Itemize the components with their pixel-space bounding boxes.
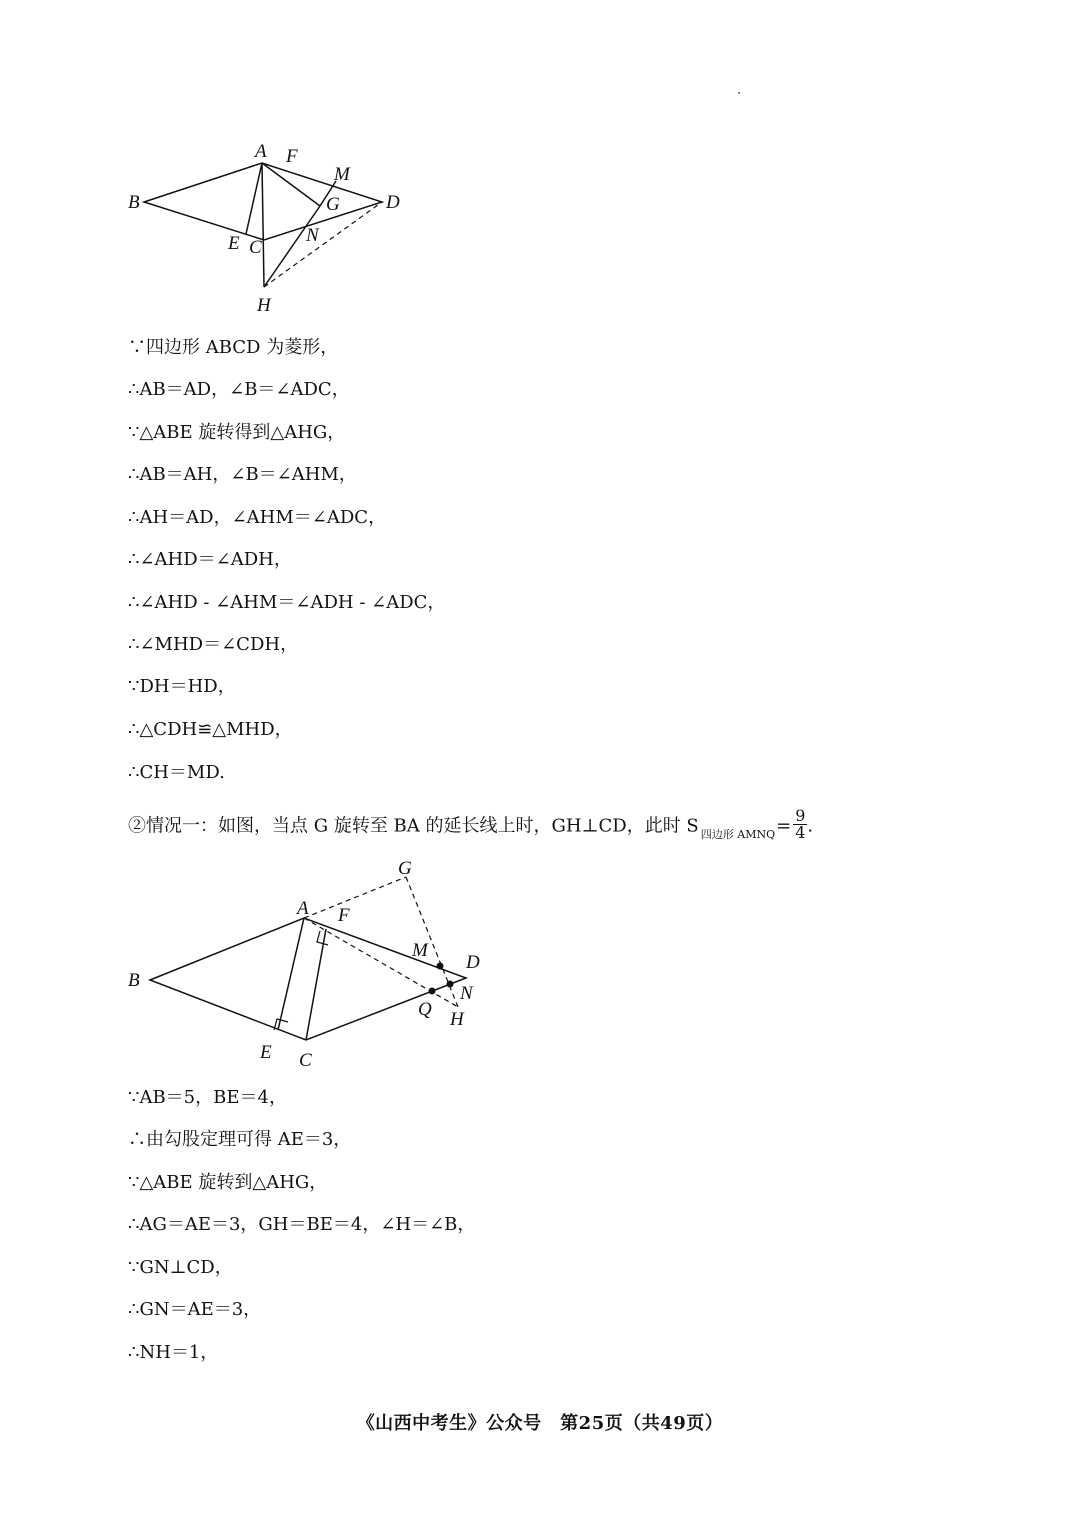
segment-ag (262, 163, 320, 206)
fraction-numerator: 9 (795, 806, 806, 825)
segment-hn (264, 206, 320, 287)
proof1-line: ∵四边形 ABCD 为菱形， (128, 337, 339, 358)
segment-ae (278, 918, 304, 1030)
dashed-hd (264, 202, 382, 287)
dashed-ah (304, 918, 458, 1007)
scan-speck (738, 92, 740, 94)
proof2-line: ∴由勾股定理可得 AE＝3， (128, 1129, 352, 1150)
label-b: B (128, 970, 140, 991)
label-h: H (257, 295, 271, 316)
label-d: D (466, 952, 480, 973)
segment-ae (246, 163, 262, 234)
label-g: G (326, 194, 340, 215)
figure-1 (120, 135, 420, 325)
label-m: M (412, 940, 428, 961)
label-a: A (297, 898, 309, 919)
case2-equals: = (776, 815, 792, 837)
label-e: E (228, 233, 240, 254)
point-n (447, 981, 454, 988)
label-m: M (334, 164, 350, 185)
label-e: E (260, 1042, 272, 1063)
proof1-line: ∴∠AHD - ∠AHM＝∠ADH - ∠ADC， (128, 592, 446, 613)
figure-2 (120, 852, 500, 1074)
right-angle-f (317, 931, 328, 945)
label-c: C (299, 1050, 312, 1071)
fraction-denominator: 4 (795, 823, 806, 842)
point-m (437, 963, 444, 970)
proof1-line: ∵DH＝HD， (128, 676, 236, 697)
label-n: N (460, 983, 473, 1004)
proof1-line: ∵△ABE 旋转得到△AHG， (128, 422, 346, 443)
rhombus-abcd (150, 918, 466, 1040)
label-c: C (249, 237, 262, 258)
proof2-line: ∵AB＝5，BE＝4， (128, 1087, 287, 1108)
case2-statement (128, 806, 814, 843)
label-d: D (386, 192, 400, 213)
label-f: F (286, 146, 298, 167)
proof2-line: ∵GN⊥CD， (128, 1257, 233, 1278)
proof2-line: ∴AG＝AE＝3，GH＝BE＝4，∠H＝∠B， (128, 1214, 476, 1235)
proof2-line: ∴NH＝1， (128, 1342, 219, 1363)
fraction (793, 808, 807, 841)
figure-1-svg (120, 135, 420, 325)
label-q: Q (418, 999, 432, 1020)
label-h: H (450, 1009, 464, 1030)
proof1-line: ∴AH＝AD，∠AHM＝∠ADC， (128, 507, 387, 528)
dashed-ag (304, 877, 406, 918)
proof1-line: ∴AB＝AH，∠B＝∠AHM， (128, 464, 357, 485)
proof1-line: ∴CH＝MD. (128, 762, 225, 783)
page-footer: 《山西中考生》公众号 第25页（共49页） (356, 1413, 724, 1434)
proof1-line: ∴∠AHD＝∠ADH， (128, 549, 292, 570)
label-f: F (338, 905, 350, 926)
case2-subscript: 四边形 AMNQ (700, 827, 776, 841)
proof1-line: ∴△CDH≌△MHD， (128, 719, 293, 740)
case2-tail: . (807, 815, 814, 837)
proof1-line: ∴∠MHD＝∠CDH， (128, 634, 299, 655)
point-q (429, 988, 436, 995)
label-n: N (306, 225, 319, 246)
segment-ah (262, 163, 264, 287)
proof1-line: ∴AB＝AD，∠B＝∠ADC， (128, 379, 350, 400)
label-b: B (128, 192, 140, 213)
label-g: G (398, 858, 412, 879)
proof2-line: ∵△ABE 旋转到△AHG， (128, 1172, 328, 1193)
case2-lead: ②情况一：如图，当点 G 旋转至 BA 的延长线上时，GH⊥CD，此时 S (128, 815, 699, 837)
segment-cf (306, 929, 326, 1040)
figure-2-svg (120, 852, 500, 1074)
label-a: A (255, 141, 267, 162)
proof2-line: ∴GN＝AE＝3， (128, 1299, 262, 1320)
